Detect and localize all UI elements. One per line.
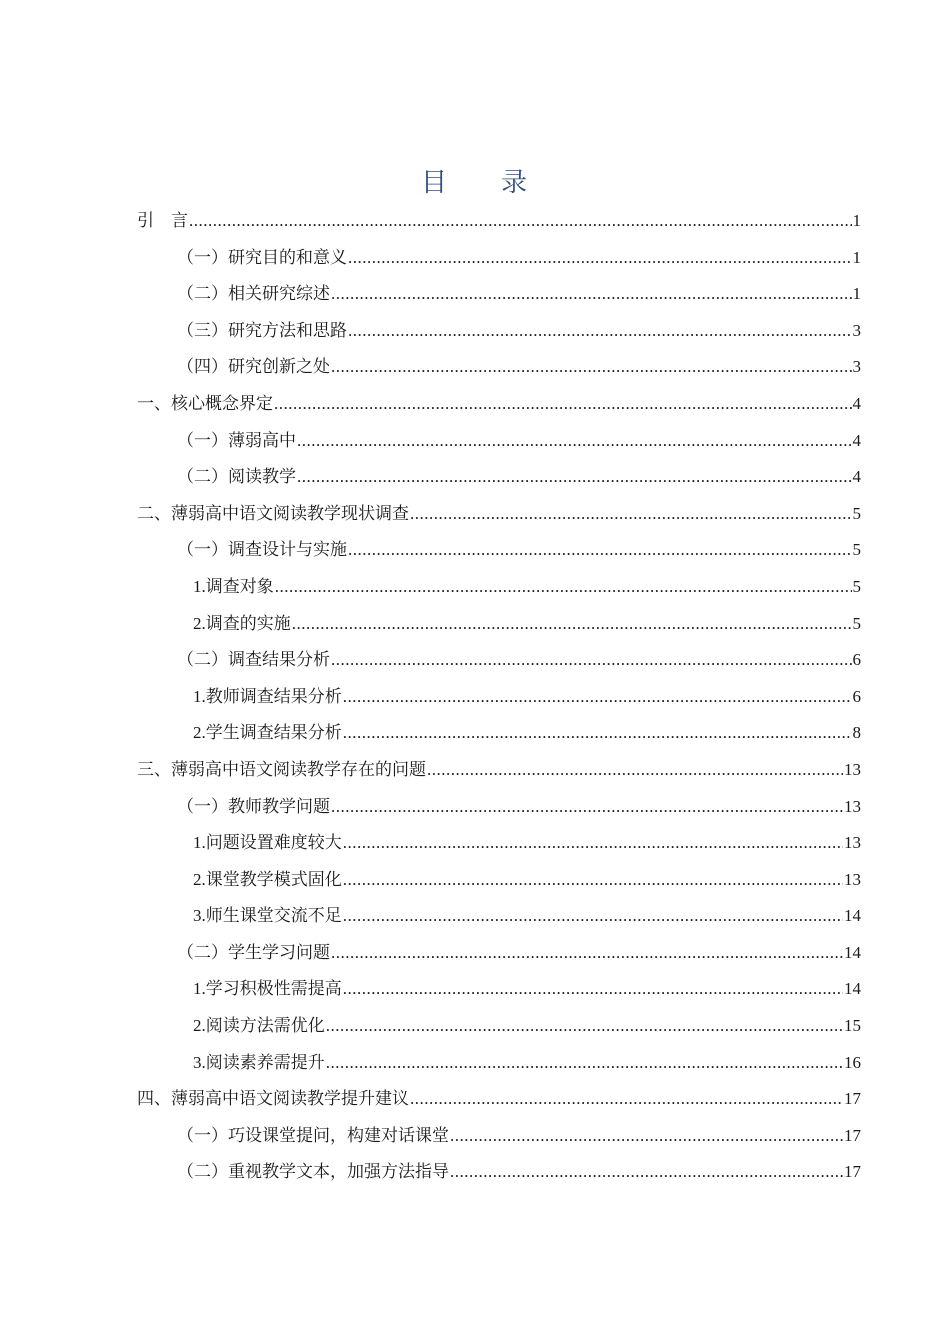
dot-leader [343,862,843,899]
toc-entry-page: 6 [852,686,861,706]
toc-entry[interactable] [137,349,861,386]
toc-entry-page: 1 [852,211,861,230]
dot-leader [450,1154,843,1191]
toc-entry-page: 16 [844,1052,861,1072]
toc-entry-label: 3.阅读素养需提升 [193,1052,325,1072]
toc-title-char-2: 录 [501,168,530,197]
toc-entry-page: 13 [844,759,861,779]
dot-leader [348,532,852,569]
toc-entry-page: 3 [852,357,861,377]
toc-title-char-1: 目 [420,168,449,197]
toc-entry[interactable] [137,496,861,533]
toc-entry[interactable] [137,1008,861,1045]
toc-entry-page: 4 [852,430,861,450]
dot-leader [297,459,852,496]
dot-leader [410,496,852,533]
toc-entry-page: 1 [852,247,861,267]
toc-entry[interactable] [137,1154,861,1191]
dot-leader [331,789,843,826]
toc-entry-page: 17 [844,1162,861,1182]
dot-leader [275,569,852,606]
toc-entry-page: 17 [844,1125,861,1145]
toc-entry[interactable] [137,679,861,716]
dot-leader [189,203,852,240]
toc-entry[interactable] [137,862,861,899]
toc-entry-label: （一）教师教学问题 [177,796,330,816]
toc-entry[interactable] [137,1081,861,1118]
dot-leader [427,752,843,789]
toc-entry[interactable] [137,752,861,789]
toc-entry-page: 15 [844,1016,861,1036]
toc-entry[interactable] [137,240,861,277]
dot-leader [331,642,852,679]
toc-entry-page: 14 [844,942,861,962]
toc-entry[interactable] [137,313,861,350]
toc-entry[interactable] [137,642,861,679]
toc-entry[interactable] [137,789,861,826]
dot-leader [410,1081,843,1118]
dot-leader [331,935,843,972]
toc-entry-page: 17 [844,1089,861,1109]
dot-leader [326,1008,843,1045]
dot-leader [348,240,852,277]
toc-entry[interactable] [137,569,861,606]
toc-entry-page: 8 [852,723,861,743]
toc-entry-page: 5 [852,613,861,633]
toc-entry-page: 14 [844,906,861,926]
toc-entry[interactable] [137,1118,861,1155]
toc-entry[interactable] [137,935,861,972]
dot-leader [450,1118,843,1155]
toc-entry-label: 引 言 [137,211,188,230]
toc-entry-page: 13 [844,869,861,889]
toc-entry-label: （二）阅读教学 [177,467,296,487]
toc-entry-label: （二）相关研究综述 [177,284,330,304]
toc-entry[interactable] [137,459,861,496]
toc-entry-label: 1.问题设置难度较大 [193,833,342,853]
toc-entry-label: 2.课堂教学模式固化 [193,869,342,889]
toc-entry-label: 1.教师调查结果分析 [193,686,342,706]
dot-leader [331,276,852,313]
toc-entry[interactable] [137,386,861,423]
dot-leader [343,971,843,1008]
toc-entry-page: 4 [852,393,861,413]
dot-leader [292,606,852,643]
dot-leader [331,349,852,386]
toc-entry-label: 3.师生课堂交流不足 [193,906,342,926]
dot-leader [343,679,852,716]
dot-leader [348,313,852,350]
toc-entry-page: 4 [852,467,861,487]
toc-entry-page: 14 [844,979,861,999]
toc-entry[interactable] [137,898,861,935]
toc-entry-label: （一）薄弱高中 [177,430,296,450]
toc-entry[interactable] [137,1045,861,1082]
dot-leader [343,715,852,752]
toc-title [0,166,950,200]
dot-leader [343,825,843,862]
toc-entry[interactable] [137,532,861,569]
toc-entry-page: 13 [844,833,861,853]
toc-entry-page: 5 [852,503,861,523]
toc-entry-page: 3 [852,320,861,340]
toc-entry-label: 2.阅读方法需优化 [193,1016,325,1036]
toc-entry-label: （二）调查结果分析 [177,650,330,670]
toc-entry-label: 2.学生调查结果分析 [193,723,342,743]
toc-entry-label: 1.调查对象 [193,576,274,596]
toc-entry-label: （一）研究目的和意义 [177,247,347,267]
toc-entry[interactable] [137,971,861,1008]
toc-entry-label: （三）研究方法和思路 [177,320,347,340]
dot-leader [297,423,852,460]
dot-leader [326,1045,843,1082]
toc-entry-label: （二）学生学习问题 [177,942,330,962]
toc-entry-page: 1 [852,284,861,304]
dot-leader [343,898,843,935]
toc-entry-label: 2.调查的实施 [193,613,291,633]
toc-entry-page: 5 [852,576,861,596]
toc-entry[interactable] [137,423,861,460]
toc-entry-page: 6 [852,650,861,670]
toc-list [137,203,861,1191]
toc-entry[interactable] [137,203,861,240]
toc-entry-label: （一）巧设课堂提问，构建对话课堂 [177,1125,449,1145]
toc-entry[interactable] [137,276,861,313]
toc-entry-label: 二、薄弱高中语文阅读教学现状调查 [137,503,409,523]
toc-entry-label: （一）调查设计与实施 [177,540,347,560]
toc-entry[interactable] [137,715,861,752]
toc-entry-label: （二）重视教学文本，加强方法指导 [177,1162,449,1182]
toc-entry-page: 5 [852,540,861,560]
toc-entry-page: 13 [844,796,861,816]
dot-leader [274,386,852,423]
toc-entry-label: 1.学习积极性需提高 [193,979,342,999]
toc-entry-label: 一、核心概念界定 [137,393,273,413]
toc-entry-label: 三、薄弱高中语文阅读教学存在的问题 [137,759,426,779]
toc-entry[interactable] [137,606,861,643]
toc-entry-label: （四）研究创新之处 [177,357,330,377]
toc-entry[interactable] [137,825,861,862]
toc-entry-label: 四、薄弱高中语文阅读教学提升建议 [137,1089,409,1109]
